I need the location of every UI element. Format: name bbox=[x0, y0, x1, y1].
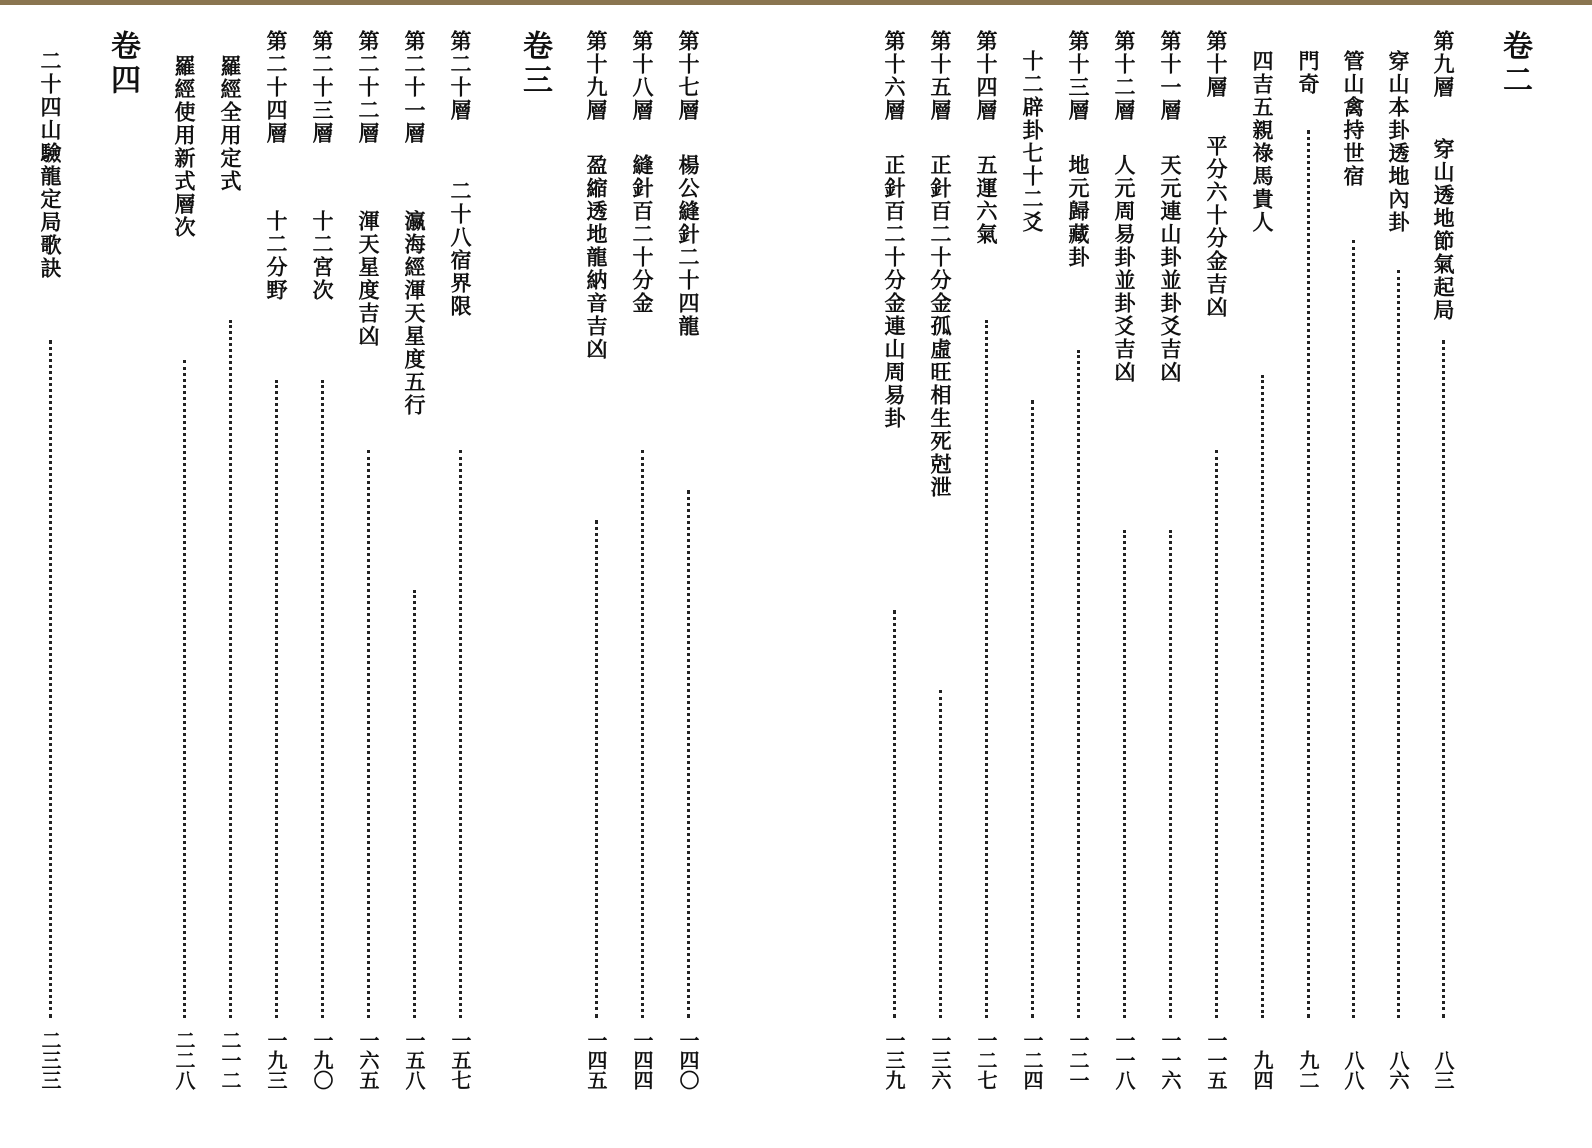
entry-title: 穿山透地節氣起局 bbox=[1431, 138, 1456, 322]
entry-title: 地元歸藏卦 bbox=[1066, 154, 1091, 269]
entry-title: 縫針百二十分金 bbox=[630, 154, 655, 315]
layer-label: 第十一層 bbox=[1158, 30, 1183, 122]
toc-entry[interactable] bbox=[1014, 30, 1050, 1090]
page-number: 一一八 bbox=[1112, 1030, 1136, 1090]
page-number: 一一五 bbox=[1204, 1030, 1228, 1090]
toc-entry[interactable] bbox=[670, 30, 706, 1090]
layer-label: 第二十一層 bbox=[402, 30, 427, 145]
page-number: 一二一 bbox=[1066, 1030, 1090, 1090]
page-number: 一五八 bbox=[402, 1030, 426, 1090]
page-number: 一二四 bbox=[1020, 1030, 1044, 1090]
dot-leader bbox=[413, 590, 416, 1018]
toc-entry[interactable] bbox=[258, 30, 294, 1090]
layer-label: 第二十四層 bbox=[264, 30, 289, 145]
dot-leader bbox=[939, 690, 942, 1018]
dot-leader bbox=[1215, 450, 1218, 1018]
toc-entry[interactable] bbox=[1106, 30, 1142, 1090]
toc-entry[interactable] bbox=[1380, 30, 1416, 1090]
entry-title: 二十四山驗龍定局歌訣 bbox=[38, 50, 63, 280]
layer-label: 第二十三層 bbox=[310, 30, 335, 145]
entry-title: 盈縮透地龍納音吉凶 bbox=[584, 154, 609, 361]
page-number: 二三三 bbox=[38, 1030, 62, 1090]
layer-label: 第十層 bbox=[1204, 30, 1229, 99]
volume-heading bbox=[104, 30, 140, 1090]
volume-heading-text: 卷三 bbox=[517, 30, 552, 98]
toc-entry[interactable] bbox=[166, 30, 202, 1090]
entry-title: 天元連山卦並卦爻吉凶 bbox=[1158, 154, 1183, 384]
entry-title: 正針百二十分金孤虛旺相生死尅泄 bbox=[928, 154, 953, 499]
layer-label: 第十七層 bbox=[676, 30, 701, 122]
toc-entry[interactable] bbox=[876, 30, 912, 1090]
layer-label: 第十八層 bbox=[630, 30, 655, 122]
dot-leader bbox=[1307, 130, 1310, 1018]
entry-title: 楊公縫針二十四龍 bbox=[676, 154, 701, 338]
entry-title: 五運六氣 bbox=[974, 154, 999, 246]
dot-leader bbox=[595, 520, 598, 1018]
toc-entry[interactable] bbox=[968, 30, 1004, 1090]
page-number: 一三九 bbox=[882, 1030, 906, 1090]
layer-label: 第二十層 bbox=[448, 30, 473, 122]
toc-entry[interactable] bbox=[1198, 30, 1234, 1090]
entry-title: 管山禽持世宿 bbox=[1341, 50, 1366, 188]
entry-title: 人元周易卦並卦爻吉凶 bbox=[1112, 154, 1137, 384]
page-number: 八三 bbox=[1431, 1050, 1455, 1090]
toc-entry[interactable] bbox=[1060, 30, 1096, 1090]
volume-heading bbox=[1496, 30, 1532, 1090]
page-number: 一四〇 bbox=[676, 1030, 700, 1090]
dot-leader bbox=[1261, 375, 1264, 1018]
layer-label: 第十二層 bbox=[1112, 30, 1137, 122]
dot-leader bbox=[1352, 240, 1355, 1018]
page-number: 一九三 bbox=[264, 1030, 288, 1090]
dot-leader bbox=[459, 450, 462, 1018]
page-number: 一六五 bbox=[356, 1030, 380, 1090]
toc-entry[interactable] bbox=[350, 30, 386, 1090]
layer-label: 第十三層 bbox=[1066, 30, 1091, 122]
layer-label: 第九層 bbox=[1431, 30, 1456, 99]
toc-entry[interactable] bbox=[922, 30, 958, 1090]
dot-leader bbox=[1397, 270, 1400, 1018]
page-number: 二二八 bbox=[172, 1030, 196, 1090]
toc-entry[interactable] bbox=[1335, 30, 1371, 1090]
page-number: 一九〇 bbox=[310, 1030, 334, 1090]
page-number: 八六 bbox=[1386, 1050, 1410, 1090]
entry-title: 十二辟卦七十二爻 bbox=[1020, 50, 1045, 234]
entry-title: 羅經全用定式 bbox=[218, 55, 243, 193]
dot-leader bbox=[687, 490, 690, 1018]
toc-entry[interactable] bbox=[624, 30, 660, 1090]
layer-label: 第十九層 bbox=[584, 30, 609, 122]
page-number: 一一六 bbox=[1158, 1030, 1182, 1090]
entry-title: 四吉五親祿馬貴人 bbox=[1250, 50, 1275, 234]
toc-entry[interactable] bbox=[442, 30, 478, 1090]
dot-leader bbox=[183, 360, 186, 1018]
page-number: 一四四 bbox=[630, 1030, 654, 1090]
toc-entry[interactable] bbox=[212, 30, 248, 1090]
entry-title: 羅經使用新式層次 bbox=[172, 55, 197, 239]
page-number: 八八 bbox=[1341, 1050, 1365, 1090]
dot-leader bbox=[1031, 400, 1034, 1018]
dot-leader bbox=[1077, 350, 1080, 1018]
dot-leader bbox=[321, 380, 324, 1018]
dot-leader bbox=[229, 320, 232, 1018]
dot-leader bbox=[1169, 530, 1172, 1018]
layer-label: 第十四層 bbox=[974, 30, 999, 122]
dot-leader bbox=[1123, 530, 1126, 1018]
dot-leader bbox=[893, 610, 896, 1018]
entry-title: 十二宮次 bbox=[310, 210, 335, 302]
toc-entry[interactable] bbox=[32, 30, 68, 1090]
entry-title: 二十八宿界限 bbox=[448, 180, 473, 318]
volume-heading-text: 卷二 bbox=[1497, 30, 1532, 98]
entry-title: 平分六十分金吉凶 bbox=[1204, 135, 1229, 319]
page-number: 一四五 bbox=[584, 1030, 608, 1090]
entry-title: 瀛海經渾天星度五行 bbox=[402, 210, 427, 417]
page-number: 一五七 bbox=[448, 1030, 472, 1090]
toc-entry[interactable] bbox=[1290, 30, 1326, 1090]
volume-heading-text: 卷四 bbox=[105, 30, 140, 98]
toc-entry[interactable] bbox=[1425, 30, 1461, 1090]
page-number: 一二七 bbox=[974, 1030, 998, 1090]
dot-leader bbox=[985, 320, 988, 1018]
toc-entry[interactable] bbox=[578, 30, 614, 1090]
toc-entry[interactable] bbox=[1152, 30, 1188, 1090]
volume-heading bbox=[516, 30, 552, 1090]
toc-entry[interactable] bbox=[1244, 30, 1280, 1090]
entry-title: 門奇 bbox=[1296, 50, 1321, 96]
page-number: 九二 bbox=[1296, 1050, 1320, 1090]
top-border-bar bbox=[0, 0, 1592, 5]
dot-leader bbox=[49, 340, 52, 1018]
layer-label: 第十五層 bbox=[928, 30, 953, 122]
dot-leader bbox=[367, 450, 370, 1018]
page-number: 二一二 bbox=[218, 1030, 242, 1090]
toc-entry[interactable] bbox=[396, 30, 432, 1090]
entry-title: 正針百二十分金連山周易卦 bbox=[882, 154, 907, 430]
page-number: 一三六 bbox=[928, 1030, 952, 1090]
page-number: 九四 bbox=[1250, 1050, 1274, 1090]
dot-leader bbox=[275, 380, 278, 1018]
entry-title: 十二分野 bbox=[264, 210, 289, 302]
entry-title: 穿山本卦透地內卦 bbox=[1386, 50, 1411, 234]
layer-label: 第二十二層 bbox=[356, 30, 381, 145]
layer-label: 第十六層 bbox=[882, 30, 907, 122]
toc-entry[interactable] bbox=[304, 30, 340, 1090]
dot-leader bbox=[1442, 340, 1445, 1018]
dot-leader bbox=[641, 450, 644, 1018]
entry-title: 渾天星度吉凶 bbox=[356, 210, 381, 348]
